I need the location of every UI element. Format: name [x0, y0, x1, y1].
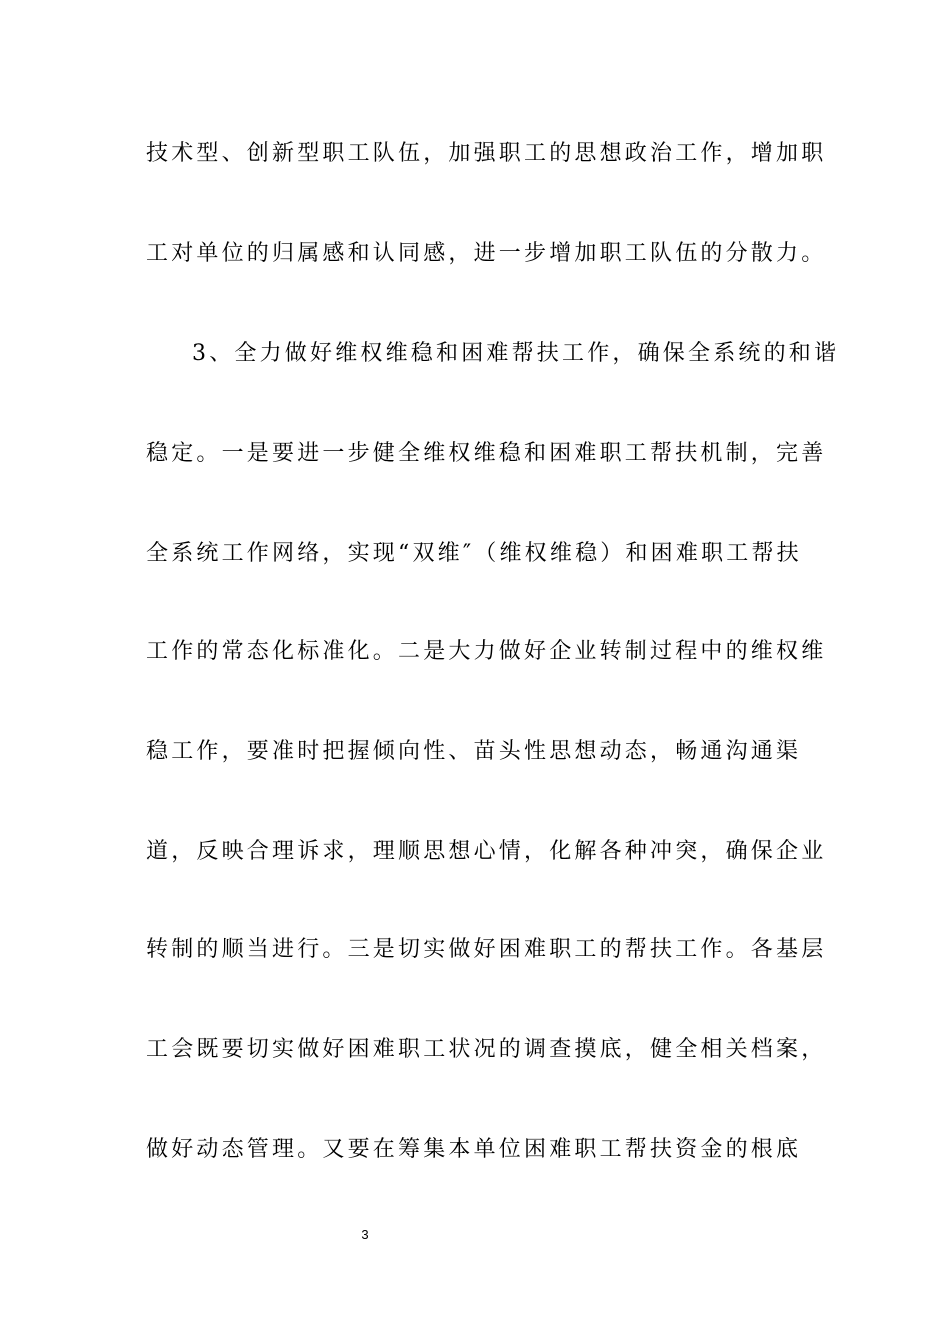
text-line: 工作的常态化标准化。二是大力做好企业转制过程中的维权维	[146, 639, 827, 664]
text-line: 稳工作，要准时把握倾向性、苗头性思想动态，畅通沟通渠	[146, 739, 802, 764]
text-line: 工对单位的归属感和认同感，进一步增加职工队伍的分散力。	[146, 241, 827, 266]
section-heading-line: 3、全力做好维权维稳和困难帮扶工作，确保全系统的和谐	[192, 341, 840, 366]
text-line: 技术型、创新型职工队伍，加强职工的思想政治工作，增加职	[146, 141, 827, 166]
text-line: 道，反映合理诉求，理顺思想心情，化解各种冲突，确保企业	[146, 839, 827, 864]
text-line: 做好动态管理。又要在筹集本单位困难职工帮扶资金的根底	[146, 1137, 802, 1162]
text-line: 稳定。一是要进一步健全维权维稳和困难职工帮扶机制，完善	[146, 441, 827, 466]
text-line: 转制的顺当进行。三是切实做好困难职工的帮扶工作。各基层	[146, 937, 827, 962]
text-line: 工会既要切实做好困难职工状况的调查摸底，健全相关档案，	[146, 1037, 827, 1062]
page-number: 3	[361, 1227, 369, 1242]
text-line: 全系统工作网络，实现“双维″（维权维稳）和困难职工帮扶	[146, 541, 802, 566]
